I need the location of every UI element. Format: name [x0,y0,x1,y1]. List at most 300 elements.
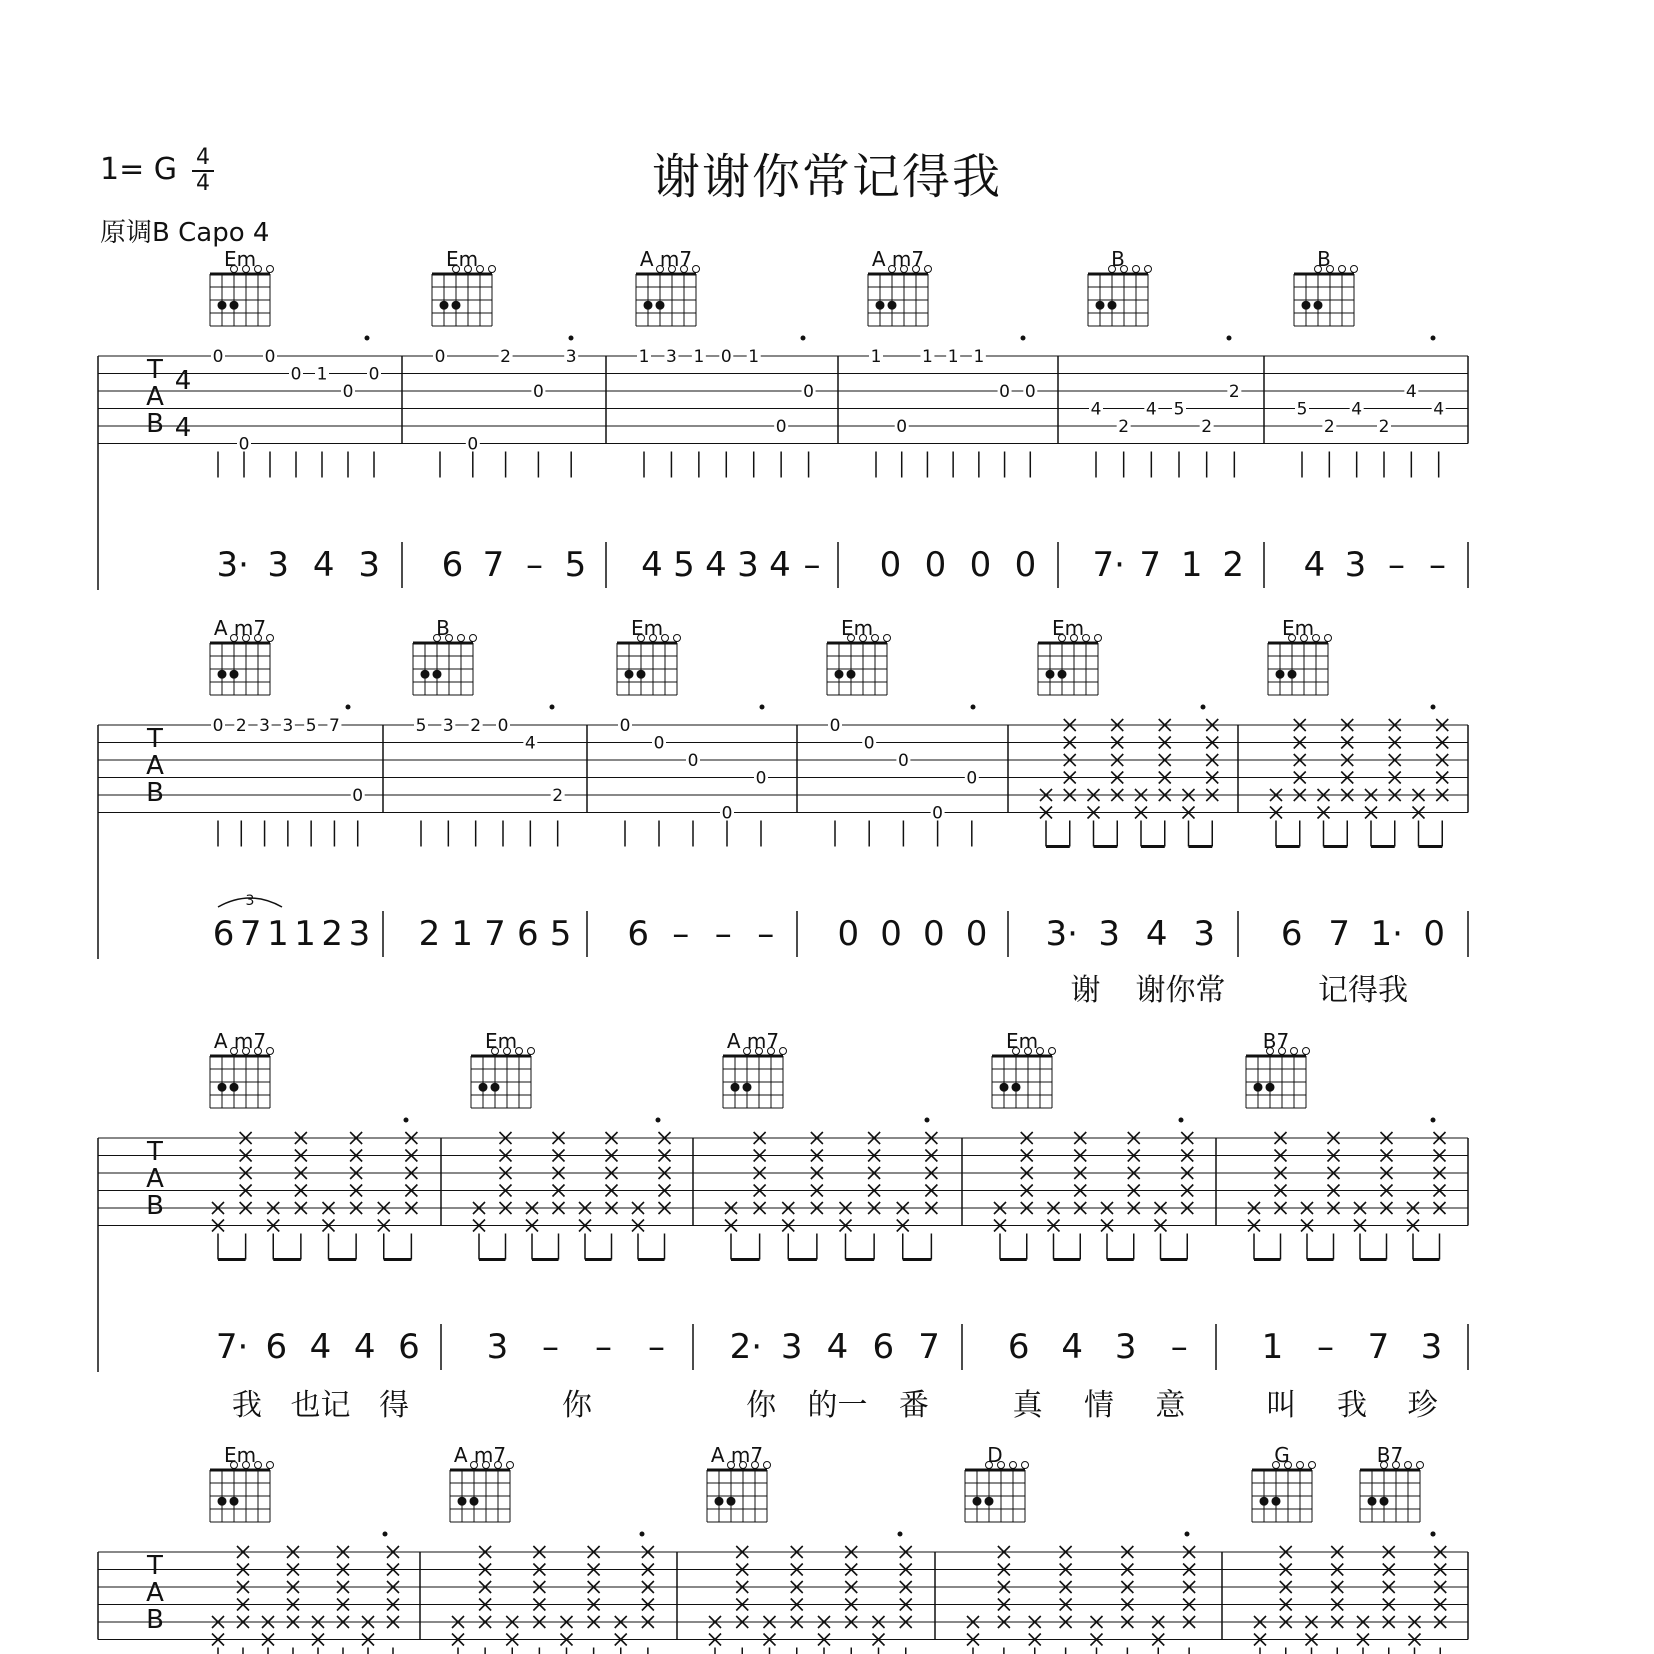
finger-dot [625,670,634,679]
tab-fret-number: 0 [755,768,767,789]
jianpu-note: 4 [1303,545,1326,585]
jianpu-note: 5 [564,545,587,585]
jianpu-note: 6 [265,1327,288,1367]
rhythm-dot [1185,1532,1190,1537]
finger-dot [1266,1083,1275,1092]
finger-dot [727,1497,736,1506]
lyric-text: 我 [231,1388,262,1423]
jianpu-note: 0 [879,545,902,585]
jianpu-note: 4 [353,1327,376,1367]
jianpu-note: 0 [969,545,992,585]
jianpu-note: 2 [1222,545,1245,585]
tab-clef-letter: T [147,1551,163,1581]
tab-fret-number: 2 [1201,417,1213,437]
chord-diagram [210,266,274,327]
time-signature-top: 4 [196,145,210,170]
rhythm-dot [1431,1118,1436,1123]
jianpu-note: 1 [267,914,289,954]
finger-dot [1012,1083,1021,1092]
open-string-marker [1309,1462,1316,1469]
tab-clef-letter: A [146,751,164,781]
tab-fret-number: 2 [500,347,512,367]
jianpu-note: 0 [880,914,902,954]
open-string-marker [267,1048,274,1055]
chord-diagram [707,1462,771,1523]
tab-fret-number: 1 [870,347,882,367]
finger-dot [1272,1497,1281,1506]
finger-dot [1380,1497,1389,1506]
jianpu-note: 3 [486,1327,509,1367]
tab-clef-letter: B [146,409,164,439]
jianpu-note: 5 [673,545,695,585]
chord-diagram [617,635,681,696]
lyric-text: 情 [1084,1388,1114,1423]
tab-fret-number: 0 [619,716,631,736]
finger-dot [973,1497,982,1506]
chord-name: Em [445,247,479,271]
jianpu-note: 2· [729,1327,763,1367]
jianpu-note: 6 [872,1327,895,1367]
tab-clef-letter: T [147,355,163,385]
tab-fret-number: 2 [1118,417,1130,437]
lyric-text: 也记 [290,1388,351,1423]
jianpu-note: 7 [1367,1327,1390,1367]
tab-fret-number: 7 [329,716,340,736]
tuplet-number: 3 [245,893,255,909]
jianpu-note: – [714,914,732,954]
jianpu-note: 2 [418,914,441,954]
jianpu-note: 7 [918,1327,940,1367]
jianpu-note: 3 [358,545,381,585]
open-string-marker [1049,1048,1056,1055]
chord-name: Em [1051,616,1085,640]
rhythm-dot [365,336,370,341]
jianpu-note: 7 [1139,545,1162,585]
tab-fret-number: 0 [720,347,732,367]
jianpu-note: 7· [215,1327,249,1367]
lyric-text: 珍 [1407,1388,1438,1423]
open-string-marker [458,635,465,642]
tab-fret-number: 0 [999,382,1010,402]
finger-dot [1276,670,1285,679]
rhythm-dot [1201,705,1206,710]
tab-fret-number: 1 [947,347,959,367]
chord-diagram [413,635,477,696]
finger-dot [743,1083,752,1092]
open-string-marker [507,1462,514,1469]
finger-dot [230,1497,239,1506]
jianpu-note: 4 [312,545,335,585]
rhythm-dot [569,336,574,341]
jianpu-note: 4 [1145,914,1168,954]
finger-dot [452,301,461,310]
finger-dot [644,301,653,310]
jianpu-note: 7· [1092,545,1125,585]
rhythm-dot [1021,336,1026,341]
finger-dot [1096,301,1105,310]
chord-name: A m7 [726,1029,780,1053]
chord-name: Em [630,616,664,640]
chord-name: A m7 [639,247,693,271]
jianpu-note: 0 [924,545,947,585]
rhythm-dot [640,1532,645,1537]
tab-fret-number: 2 [1323,417,1335,437]
tab-fret-number: 0 [497,716,509,736]
rhythm-dot [346,705,351,710]
chord-name: D [987,1443,1003,1467]
open-string-marker [489,266,496,273]
key-signature: 1= G [100,152,178,187]
chord-name: B7 [1376,1443,1404,1467]
finger-dot [1368,1497,1377,1506]
chord-diagram [471,1048,535,1109]
jianpu-note: – [542,1327,559,1367]
tab-fret-number: 0 [532,382,544,402]
jianpu-note: 1 [1261,1327,1284,1367]
finger-dot [835,670,844,679]
tab-fret-number: 0 [803,382,814,402]
jianpu-note: 7 [239,914,262,954]
jianpu-note: 4 [769,545,791,585]
tab-fret-number: 5 [415,716,427,736]
open-string-marker [528,1048,535,1055]
time-signature-bottom: 4 [196,171,210,196]
tab-fret-number: 0 [290,364,302,385]
tab-fret-number: 2 [1378,417,1390,437]
open-string-marker [1022,1462,1029,1469]
tab-fret-number: 4 [524,733,536,754]
tab-fret-number: 0 [434,347,446,367]
jianpu-note: 5 [549,914,572,954]
rhythm-dot [898,1532,903,1537]
tab-fret-number: 2 [470,716,482,736]
chord-name: B [436,616,450,640]
jianpu-note: 4 [826,1327,849,1367]
tab-fret-number: 0 [687,751,699,771]
chord-name: Em [1281,616,1315,640]
finger-dot [985,1497,994,1506]
finger-dot [218,301,227,310]
rhythm-dot [925,1118,930,1123]
lyric-text: 谢 [1070,973,1101,1008]
jianpu-note: – [595,1327,612,1367]
tab-fret-number: 0 [896,417,908,437]
finger-dot [876,301,885,310]
open-string-marker [1405,1462,1412,1469]
tab-fret-number: 1 [693,347,705,367]
tab-fret-number: 1 [638,347,650,367]
tab-fret-number: 1 [973,347,985,367]
finger-dot [731,1083,740,1092]
tab-fret-number: 5 [305,716,317,736]
open-string-marker [764,1462,771,1469]
jianpu-note: – [757,914,775,954]
tab-clef-letter: A [146,1164,164,1194]
finger-dot [1046,670,1055,679]
tab-fret-number: 0 [863,733,875,754]
jianpu-note: 6 [627,914,650,954]
chord-diagram [1268,635,1332,696]
finger-dot [1000,1083,1009,1092]
tab-fret-number: 0 [897,751,909,771]
tab-time-top: 4 [174,366,192,396]
rhythm-dot [801,336,806,341]
tab-fret-number: 0 [932,803,944,824]
jianpu-note: 4 [309,1327,332,1367]
original-key-capo: 原调B Capo 4 [100,218,270,248]
chord-name: G [1274,1443,1290,1467]
tab-fret-number: 4 [1405,382,1417,402]
tab-fret-number: 4 [1090,399,1102,420]
open-string-marker [884,635,891,642]
open-string-marker [1339,266,1346,273]
chord-name: A m7 [453,1443,507,1467]
jianpu-note: 3 [737,545,759,585]
jianpu-note: 3 [348,914,371,954]
finger-dot [1260,1497,1269,1506]
jianpu-note: 7 [482,545,505,585]
chord-name: B [1111,247,1125,271]
tab-fret-number: 0 [829,716,841,736]
tab-fret-number: 0 [342,382,354,402]
tab-fret-number: 0 [653,733,665,754]
tab-fret-number: 0 [966,768,978,789]
finger-dot [433,670,442,679]
jianpu-note: 3 [780,1327,803,1367]
tab-fret-number: 2 [235,716,247,736]
finger-dot [218,1497,227,1506]
jianpu-note: 4 [641,545,663,585]
chord-diagram [827,635,891,696]
chord-diagram [965,1462,1029,1523]
jianpu-note: 7 [1328,914,1351,954]
tab-fret-number: 0 [212,716,224,736]
tab-fret-number: 5 [1296,399,1308,420]
jianpu-note: 3 [1193,914,1216,954]
tab-clef-letter: T [147,1137,163,1167]
open-string-marker [780,1048,787,1055]
chord-diagram [1038,635,1102,696]
tab-fret-number: 3 [282,716,294,736]
finger-dot [230,301,239,310]
finger-dot [847,670,856,679]
chord-diagram [1294,266,1358,327]
jianpu-note: – [803,545,821,585]
tab-fret-number: 0 [264,347,276,367]
jianpu-note: 4 [1061,1327,1084,1367]
finger-dot [1314,301,1323,310]
chord-diagram [992,1048,1056,1109]
jianpu-note: 1· [1370,914,1403,954]
finger-dot [888,301,897,310]
open-string-marker [1303,1048,1310,1055]
tab-fret-number: 1 [316,364,328,385]
song-title: 谢谢你常记得我 [651,149,1002,205]
jianpu-note: 4 [705,545,727,585]
finger-dot [458,1497,467,1506]
open-string-marker [1417,1462,1424,1469]
rhythm-dot [1431,1532,1436,1537]
jianpu-note: – [1317,1327,1334,1367]
finger-dot [1302,301,1311,310]
jianpu-note: 3· [1045,914,1078,954]
open-string-marker [1133,266,1140,273]
finger-dot [637,670,646,679]
finger-dot [479,1083,488,1092]
open-string-marker [1095,635,1102,642]
finger-dot [218,1083,227,1092]
tab-fret-number: 1 [748,347,760,367]
finger-dot [1108,301,1117,310]
tab-fret-number: 0 [352,786,364,806]
chord-diagram [210,635,274,696]
open-string-marker [1351,266,1358,273]
tab-fret-number: 0 [368,364,380,385]
chord-name: B [1317,247,1331,271]
jianpu-note: 0 [923,914,945,954]
open-string-marker [693,266,700,273]
jianpu-note: 1 [1180,545,1203,585]
open-string-marker [267,1462,274,1469]
finger-dot [421,670,430,679]
tab-fret-number: 3 [442,716,454,736]
rhythm-dot [1227,336,1232,341]
tab-clef-letter: B [146,778,164,808]
jianpu-note: 3 [1344,545,1367,585]
jianpu-note: 6 [516,914,539,954]
chord-diagram [210,1048,274,1109]
lyric-text: 番 [898,1388,929,1423]
chord-name: A m7 [871,247,925,271]
open-string-marker [1145,266,1152,273]
rhythm-dot [383,1532,388,1537]
jianpu-note: 1 [294,914,316,954]
lyric-text: 意 [1155,1388,1186,1423]
rhythm-dot [971,705,976,710]
tab-clef-letter: A [146,382,164,412]
chord-diagram [210,1462,274,1523]
tab-fret-number: 3 [666,347,677,367]
lyric-text: 记得我 [1318,973,1408,1008]
tab-fret-number: 4 [1145,399,1157,420]
open-string-marker [1297,1462,1304,1469]
rhythm-dot [404,1118,409,1123]
lyric-text: 得 [379,1388,410,1423]
tab-fret-number: 3 [259,716,270,736]
jianpu-note: – [648,1327,665,1367]
chord-diagram [1088,266,1152,327]
tab-fret-number: 0 [1024,382,1036,402]
tab-clef-letter: A [146,1578,164,1608]
finger-dot [656,301,665,310]
tab-fret-number: 4 [1351,399,1363,420]
rhythm-dot [1431,705,1436,710]
tab-clef-letter: B [146,1605,164,1635]
jianpu-note: 1 [451,914,474,954]
chord-diagram [868,266,932,327]
jianpu-note: 6 [212,914,235,954]
open-string-marker [267,635,274,642]
jianpu-note: 6 [1280,914,1303,954]
rhythm-dot [550,705,555,710]
chord-diagram [1246,1048,1310,1109]
tab-fret-number: 2 [1228,382,1240,402]
lyric-text: 你 [562,1388,592,1423]
jianpu-note: – [1170,1327,1188,1367]
jianpu-note: 6 [441,545,464,585]
lyric-text: 谢你常 [1135,973,1226,1008]
jianpu-note: 0 [1423,914,1446,954]
lyric-text: 我 [1337,1388,1367,1423]
finger-dot [218,670,227,679]
rhythm-dot [1431,336,1436,341]
finger-dot [1058,670,1067,679]
jianpu-note: – [672,914,690,954]
finger-dot [715,1497,724,1506]
tab-fret-number: 0 [212,347,224,367]
chord-diagram [432,266,496,327]
finger-dot [470,1497,479,1506]
tab-fret-number: 0 [238,434,250,455]
chord-diagram [1360,1462,1424,1523]
finger-dot [440,301,449,310]
jianpu-note: – [526,545,543,585]
open-string-marker [267,266,274,273]
finger-dot [1254,1083,1263,1092]
chord-name: Em [484,1029,518,1053]
rhythm-dot [760,705,765,710]
chord-name: A m7 [213,1029,267,1053]
jianpu-note: – [1429,545,1446,585]
chord-name: Em [223,1443,257,1467]
open-string-marker [1291,1048,1298,1055]
finger-dot [230,670,239,679]
jianpu-note: 0 [965,914,988,954]
chord-name: Em [840,616,874,640]
jianpu-note: 6 [398,1327,420,1367]
chord-diagram [1252,1462,1316,1523]
tab-time-bottom: 4 [174,413,192,443]
chord-name: A m7 [213,616,267,640]
chord-name: B7 [1262,1029,1290,1053]
jianpu-note: 0 [1014,545,1037,585]
jianpu-note: 3 [267,545,290,585]
chord-name: A m7 [710,1443,764,1467]
tab-clef-letter: T [147,724,163,754]
chord-diagram [636,266,700,327]
lyric-text: 你 [746,1388,777,1423]
tab-fret-number: 0 [775,417,787,437]
jianpu-note: – [1388,545,1405,585]
jianpu-note: 3 [1114,1327,1137,1367]
chord-diagram [450,1462,514,1523]
tab-clef-letter: B [146,1191,164,1221]
lyric-text: 叫 [1266,1388,1297,1423]
open-string-marker [925,266,932,273]
tab-fret-number: 1 [922,347,933,367]
tab-fret-number: 0 [721,803,733,824]
tab-fret-number: 0 [467,434,479,455]
open-string-marker [674,635,681,642]
jianpu-note: 2 [321,914,344,954]
open-string-marker [1325,635,1332,642]
rhythm-dot [1179,1118,1184,1123]
chord-name: Em [1005,1029,1039,1053]
lyric-text: 的一 [807,1388,868,1423]
tab-fret-number: 4 [1433,399,1445,420]
lyric-text: 真 [1012,1388,1043,1423]
rhythm-dot [656,1118,661,1123]
